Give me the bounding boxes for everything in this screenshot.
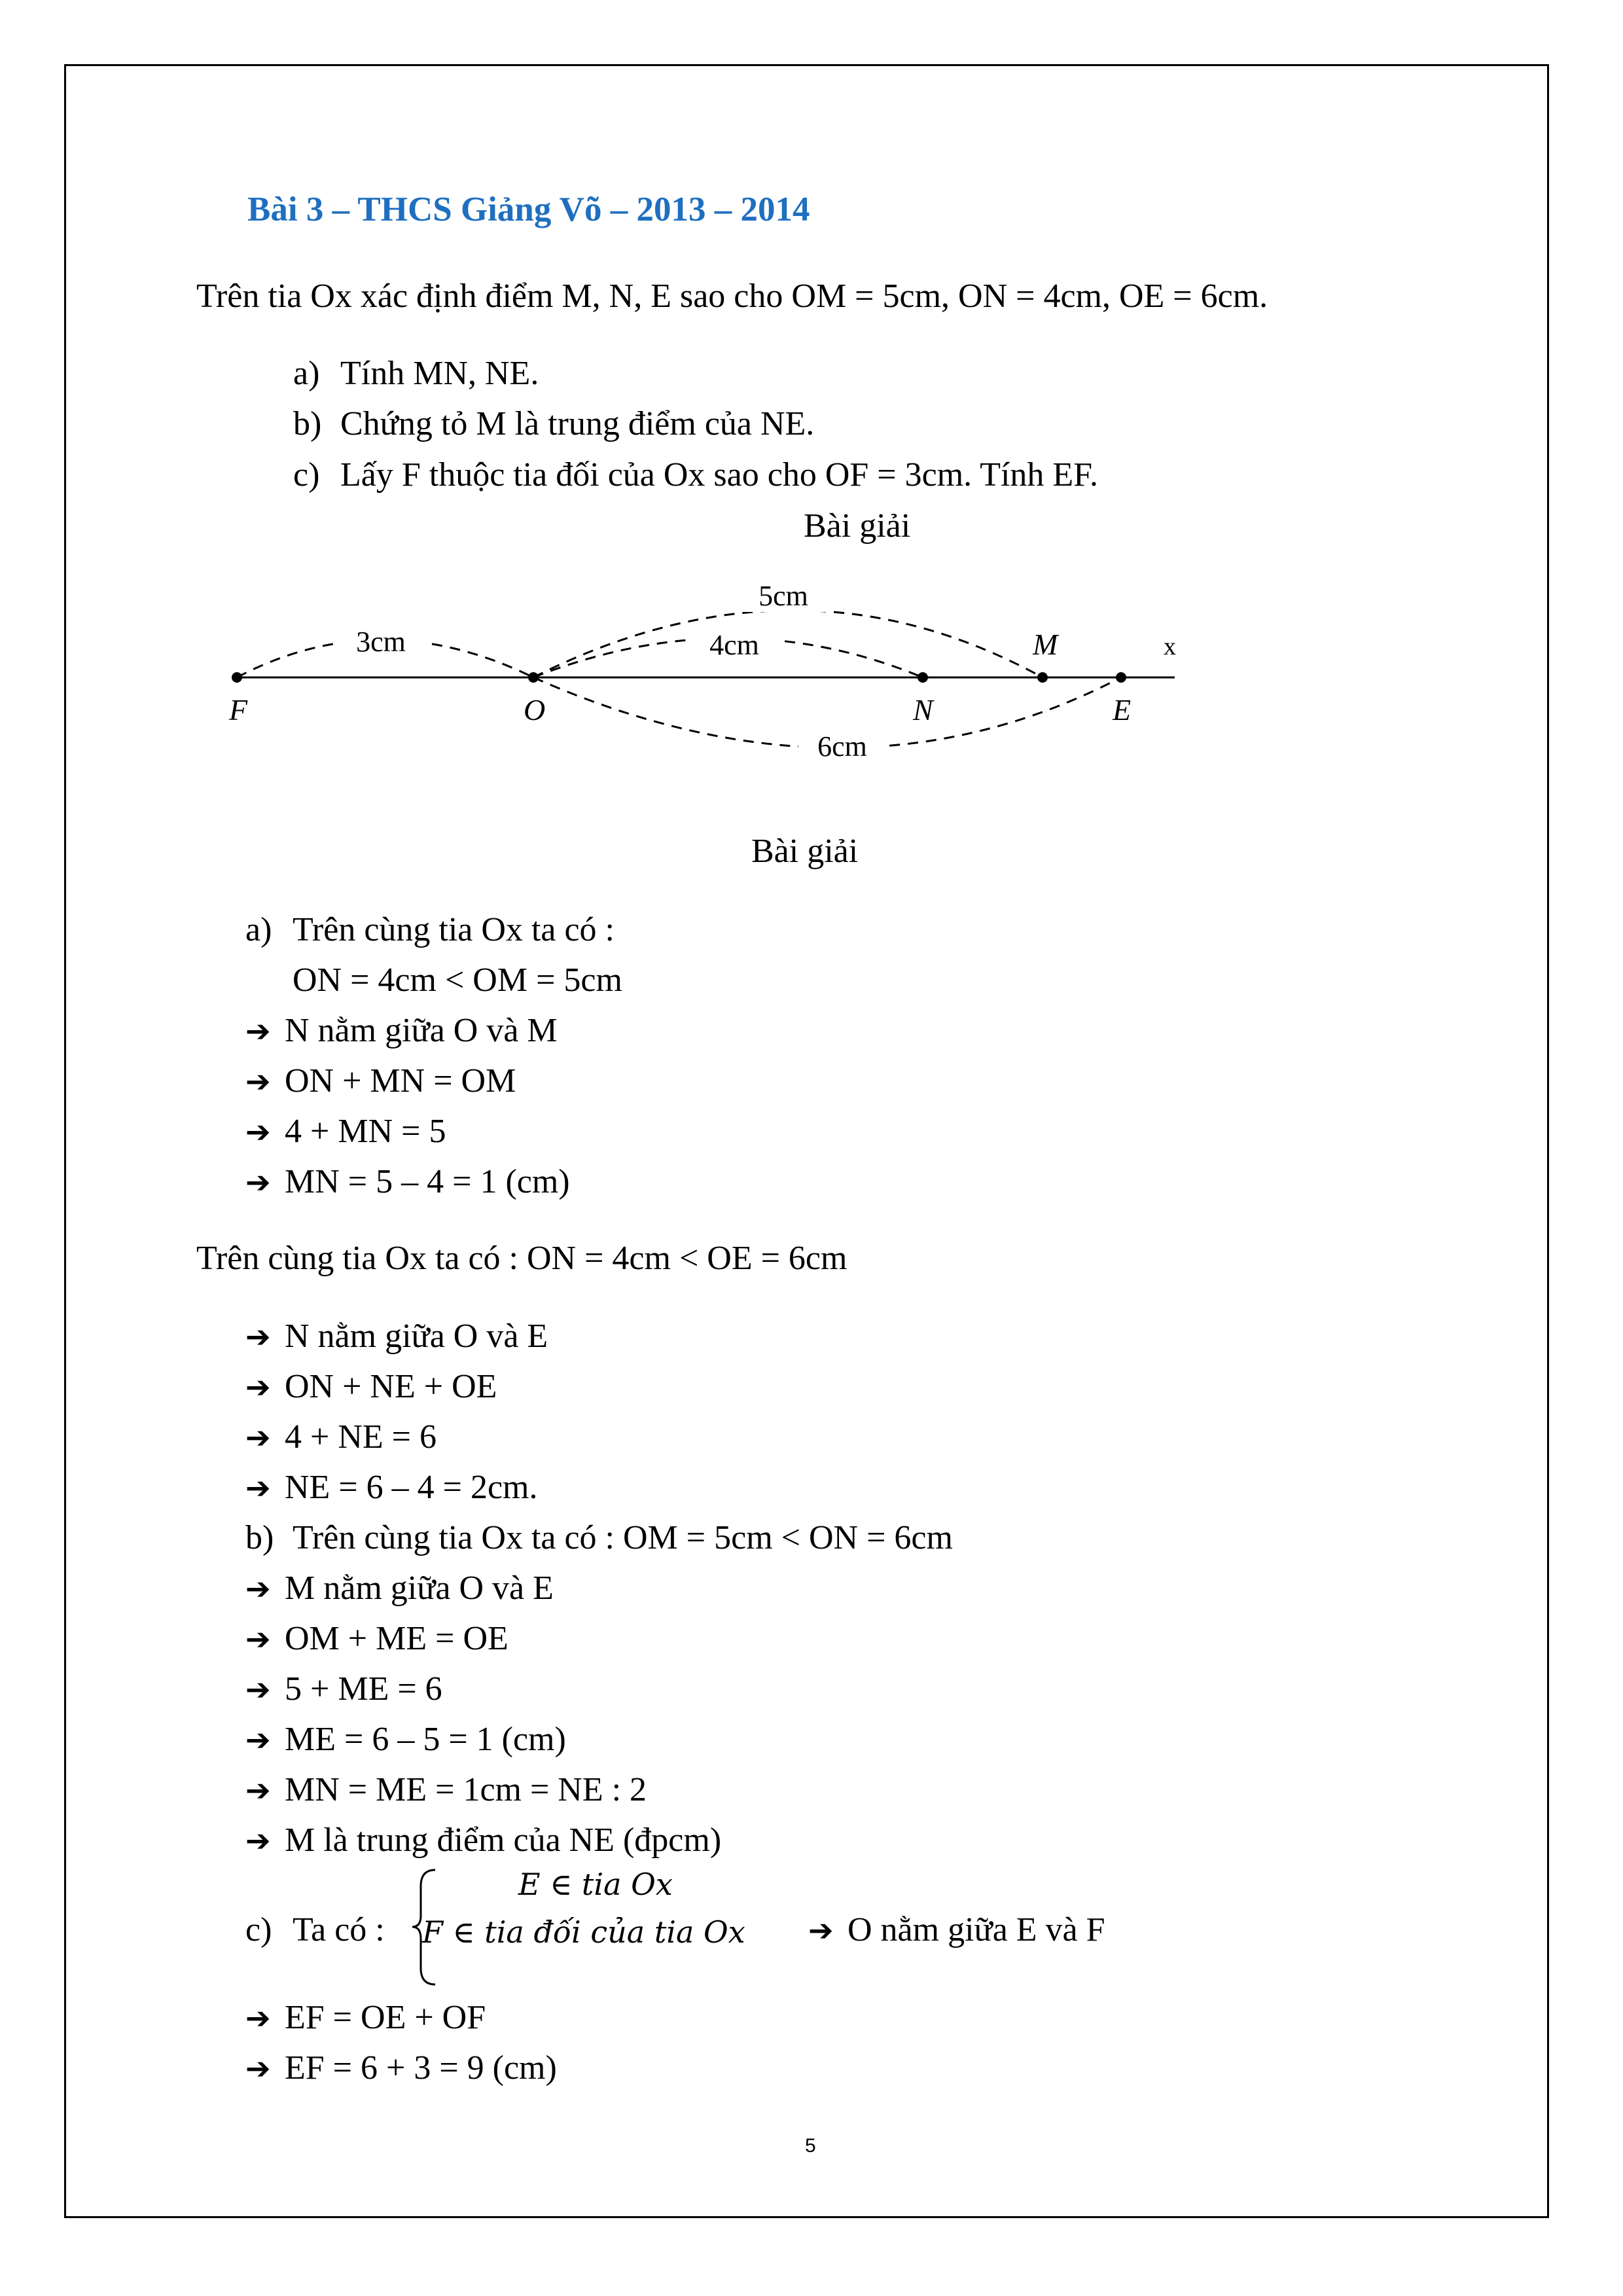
label-point-o: O bbox=[524, 693, 546, 726]
arrow-icon: ➔ bbox=[245, 1064, 271, 1099]
step-line: ➔ MN = 5 – 4 = 1 (cm) bbox=[245, 1163, 570, 1200]
solution-a-compare: ON = 4cm < OM = 5cm bbox=[293, 961, 622, 999]
problem-part-c bbox=[293, 458, 1098, 492]
step-line: ➔ NE = 6 – 4 = 2cm. bbox=[245, 1469, 538, 1506]
arrow-icon: ➔ bbox=[245, 1571, 271, 1606]
part-label: a) bbox=[293, 355, 320, 392]
arrow-icon: ➔ bbox=[245, 1823, 271, 1858]
label-6cm: 6cm bbox=[817, 730, 867, 762]
ray-figure bbox=[196, 563, 1217, 785]
label-point-n: N bbox=[913, 693, 933, 726]
part-text: Tính MN, NE. bbox=[340, 355, 539, 392]
solution-a-intro: a) Trên cùng tia Ox ta có : bbox=[245, 911, 615, 948]
system-conclusion: ➔ O nằm giữa E và F bbox=[808, 1911, 1105, 1948]
step-line: ➔ EF = 6 + 3 = 9 (cm) bbox=[245, 2049, 557, 2087]
label-3cm: 3cm bbox=[356, 626, 406, 658]
point-n bbox=[918, 672, 928, 683]
part-label: c) bbox=[245, 1911, 272, 1948]
problem-statement: Trên tia Ox xác định điểm M, N, E sao cho OM = 5cm, ON = 4cm, OE = 6cm. bbox=[196, 278, 1268, 315]
step-line: ➔ 5 + ME = 6 bbox=[245, 1670, 442, 1708]
step-line: ➔ 4 + NE = 6 bbox=[245, 1418, 437, 1456]
arrow-icon: ➔ bbox=[245, 1319, 271, 1354]
label-point-m: M bbox=[1033, 628, 1058, 661]
arc-om bbox=[533, 611, 1043, 678]
page-number: 5 bbox=[805, 2135, 816, 2157]
point-o bbox=[528, 672, 539, 683]
system-line-1: E ∈ tia Ox bbox=[518, 1867, 673, 1902]
arrow-icon: ➔ bbox=[245, 1420, 271, 1455]
step-line: ➔ ON + NE + OE bbox=[245, 1368, 497, 1405]
solution-c-intro: c) Ta có : bbox=[245, 1911, 385, 1948]
arrow-icon: ➔ bbox=[245, 1621, 271, 1657]
step-line: ➔ EF = OE + OF bbox=[245, 1999, 486, 2036]
step-line: ➔ N nằm giữa O và E bbox=[245, 1318, 548, 1355]
point-m bbox=[1037, 672, 1048, 683]
point-f bbox=[232, 672, 242, 683]
label-point-e: E bbox=[1113, 693, 1132, 726]
part-label: b) bbox=[293, 405, 322, 442]
part-label: c) bbox=[293, 456, 320, 493]
step-line: ➔ OM + ME = OE bbox=[245, 1620, 508, 1657]
arrow-icon: ➔ bbox=[245, 1722, 271, 1757]
part-label: b) bbox=[245, 1519, 274, 1556]
part-text: Lấy F thuộc tia đối của Ox sao cho OF = 3cm. Tính EF. bbox=[340, 456, 1098, 493]
part-text: Chứng tỏ M là trung điểm của NE. bbox=[340, 405, 815, 442]
solution-heading: Bài giải bbox=[751, 833, 859, 870]
problem-part-b bbox=[293, 407, 814, 441]
label-point-f: F bbox=[229, 693, 248, 726]
step-line: ➔ 4 + MN = 5 bbox=[245, 1113, 446, 1150]
solution-a2-intro: Trên cùng tia Ox ta có : ON = 4cm < OE = 6cm bbox=[196, 1240, 847, 1277]
arrow-icon: ➔ bbox=[245, 1470, 271, 1505]
step-line: ➔ M nằm giữa O và E bbox=[245, 1570, 554, 1607]
step-line: ➔ MN = ME = 1cm = NE : 2 bbox=[245, 1771, 647, 1808]
arrow-icon: ➔ bbox=[245, 1772, 271, 1808]
exercise-title: Bài 3 – THCS Giảng Võ – 2013 – 2014 bbox=[247, 190, 810, 228]
arrow-icon: ➔ bbox=[245, 2000, 271, 2036]
step-line: ➔ ON + MN = OM bbox=[245, 1062, 516, 1100]
arrow-icon: ➔ bbox=[245, 1114, 271, 1149]
arrow-icon: ➔ bbox=[245, 1369, 271, 1405]
point-e bbox=[1116, 672, 1126, 683]
solution-heading-top: Bài giải bbox=[804, 507, 911, 545]
label-4cm: 4cm bbox=[709, 629, 759, 661]
arrow-icon: ➔ bbox=[245, 1013, 271, 1049]
step-line: ➔ M là trung điểm của NE (đpcm) bbox=[245, 1821, 722, 1859]
arrow-icon: ➔ bbox=[245, 1672, 271, 1707]
arrow-icon: ➔ bbox=[245, 1164, 271, 1200]
step-line: ➔ ME = 6 – 5 = 1 (cm) bbox=[245, 1721, 566, 1758]
solution-b-intro: b) Trên cùng tia Ox ta có : OM = 5cm < ON = 6cm bbox=[245, 1519, 953, 1556]
label-ray-x: x bbox=[1164, 633, 1176, 660]
arrow-icon: ➔ bbox=[245, 2051, 271, 2086]
label-5cm: 5cm bbox=[758, 580, 808, 612]
step-line: ➔ N nằm giữa O và M bbox=[245, 1012, 558, 1049]
problem-part-a bbox=[293, 357, 539, 391]
system-line-2: F ∈ tia đối của tia Ox bbox=[422, 1914, 745, 1950]
arrow-icon: ➔ bbox=[808, 1912, 834, 1948]
part-label: a) bbox=[245, 911, 272, 948]
